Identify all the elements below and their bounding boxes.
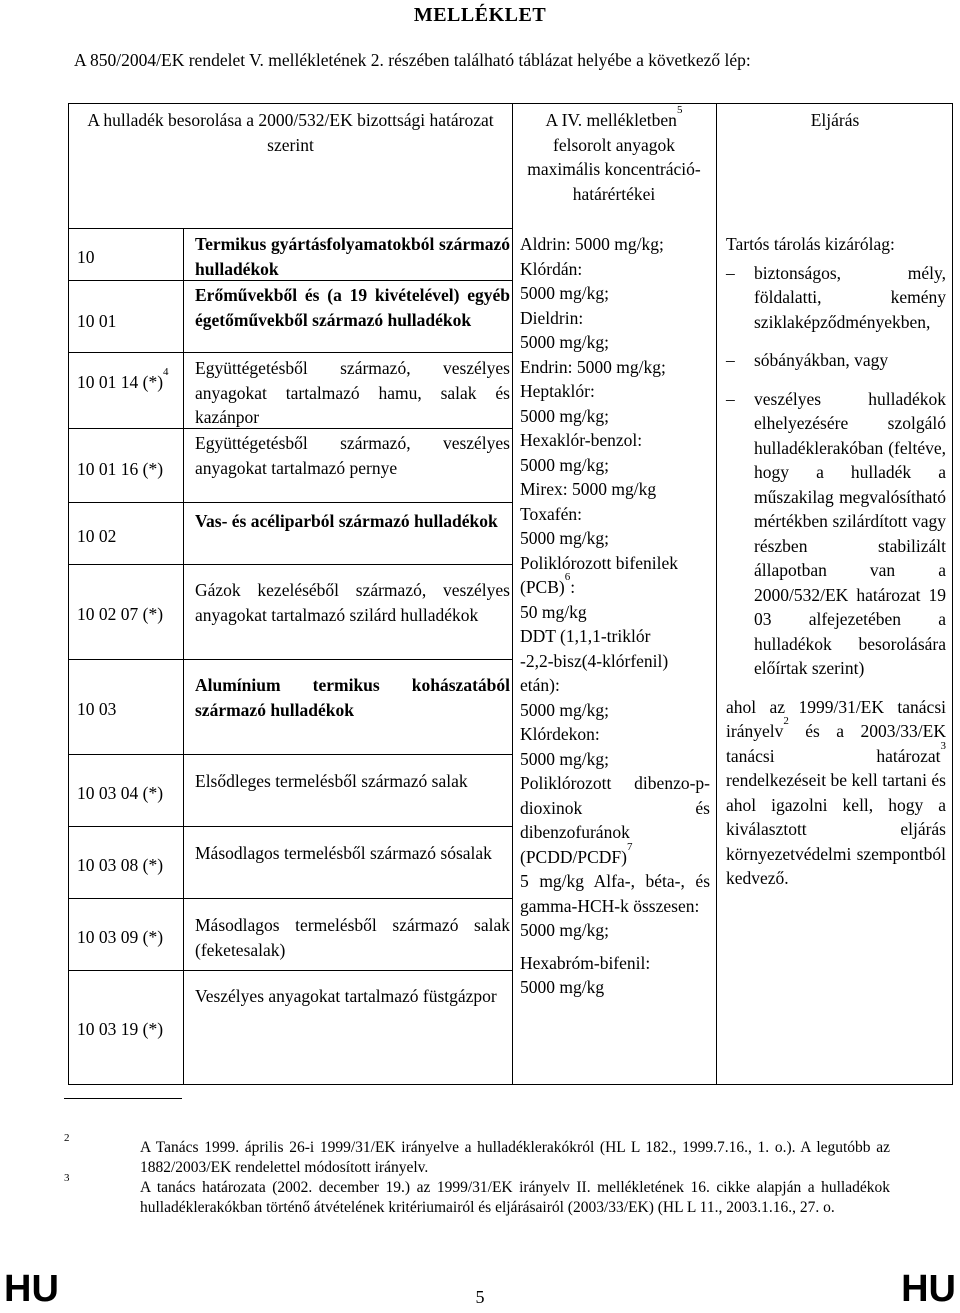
- waste-description: Gázok kezeléséből származó, veszélyes anyagokat tartalmazó szilárd hulladékok: [195, 580, 510, 625]
- row-rule: [69, 352, 512, 353]
- footnote-text: A Tanács 1999. április 26-i 1999/31/EK irányelve a hulladéklerakókról (HL L 182., 1999.7.16., 1. o.). A legutóbb az 1882/2003/EK rendelettel módosított irányelv.: [140, 1139, 890, 1176]
- footnote-separator: [64, 1098, 182, 1099]
- footnote-number: 2: [64, 1132, 70, 1144]
- footer-language-code: HU: [901, 1268, 956, 1310]
- waste-code: 10 01: [77, 311, 117, 331]
- column-divider: [716, 104, 717, 1084]
- footer-language-code: HU: [4, 1268, 59, 1310]
- row-rule: [69, 564, 512, 565]
- row-rule: [69, 502, 512, 503]
- header-procedure: Eljárás: [810, 110, 860, 130]
- waste-description: Együttégetésből származó, veszélyes anyagokat tartalmazó pernye: [195, 433, 510, 478]
- column-divider: [512, 104, 513, 1084]
- row-rule: [69, 898, 512, 899]
- waste-description: Termikus gyártásfolyamatokból származó hulladékok: [195, 234, 510, 279]
- procedure-item: – sóbányákban, vagy: [726, 348, 946, 373]
- waste-description: Másodlagos termelésből származó sósalak: [195, 843, 492, 863]
- concentration-limits: Aldrin: 5000 mg/kg; Klórdán: 5000 mg/kg; Dieldrin: 5000 mg/kg; Endrin: 5000 mg/kg; Heptaklór: 5000 mg/kg; Hexaklór-benzol: 5000 mg/kg; Mirex: 5000 mg/kg Toxafén: 5000 mg/kg; Poliklórozott bifenilek (PCB)$^6$: 50 mg/kg DDT (1,1,1-triklór -2,2-bisz(4-klórfenil) etán): 5000 mg/kg; Klórdekon: 5000 mg/kg; Poliklórozott dibenzo-p-dioxinok és dibenzofuránok (PCDD/PCDF)$^7$ 5 mg/kg Alfa-, béta-, és gamma-HCH-k összesen: 5000 mg/kg; Hexabróm-bifenil: 5000 mg/kg: [520, 234, 710, 997]
- waste-code: 10 03 19 (*): [77, 1019, 164, 1039]
- waste-code: 10 01 16 (*): [77, 459, 164, 479]
- row-rule: [69, 826, 512, 827]
- row-rule: [69, 754, 512, 755]
- procedure-text: Tartós tárolás kizárólag: – biztonságos, mély, földalatti, kemény sziklaképződményekben, – sóbányákban, vagy – veszélyes hulladékok elhelyezésére szolgáló hulladéklerakóban (feltéve, hogy a hulladék a műszakilag megvalósítható mértékben szilárdított vagy részben stabilizált állapotban van a 2000/532/EK határozat 19 03 alfejezetében a hulladékok besorolására előírtak szerint) ahol az 1999/31/EK tanácsi irányelv$^2$ és a 2003/33/EK tanácsi határozat$^3$ rendelkezéseit be kell tartani és ahol igazolni kell, hogy a kiválasztott eljárás környezetvédelmi szempontból kedvező.: [726, 232, 946, 891]
- waste-description: Együttégetésből származó, veszélyes anyagokat tartalmazó hamu, salak és kazánpor: [195, 358, 510, 427]
- footnote-number: 3: [64, 1172, 70, 1184]
- waste-description: Vas- és acéliparból származó hulladékok: [195, 511, 498, 531]
- header-rule: [69, 228, 512, 229]
- waste-code: 10 03 08 (*): [77, 855, 164, 875]
- row-rule: [69, 659, 512, 660]
- column-divider: [183, 228, 184, 1084]
- waste-code: 10: [77, 247, 95, 267]
- waste-table: [68, 103, 953, 1085]
- intro-paragraph: A 850/2004/EK rendelet V. mellékletének 2. részében található táblázat helyébe a következő lép:: [74, 50, 751, 70]
- waste-description: Erőművekből és (a 19 kivételével) egyéb égetőművekből származó hulladékok: [195, 285, 510, 330]
- footnote-text: A tanács határozata (2002. december 19.) az 1999/31/EK irányelv II. mellékletének 16. cikke alapján a hulladékok hulladéklerakókban történő átvételének kritériumairól és eljárásairól (2003/33/EK) (HL L 11., 2003.1.16., 27. o.: [140, 1179, 890, 1216]
- waste-code: 10 02 07 (*): [77, 604, 164, 624]
- waste-code: 10 01 14 $(*)^4$: [77, 366, 169, 392]
- page-title: MELLÉKLET: [413, 4, 547, 26]
- header-classification: A hulladék besorolása a 2000/532/EK bizottsági határozat szerint: [87, 110, 494, 155]
- waste-description: Elsődleges termelésből származó salak: [195, 771, 468, 791]
- procedure-item: – biztonságos, mély, földalatti, kemény sziklaképződményekben,: [726, 261, 946, 335]
- waste-description: Alumínium termikus kohászatából származó hulladékok: [195, 675, 510, 720]
- waste-code: 10 03: [77, 699, 117, 719]
- procedure-item: – veszélyes hulladékok elhelyezésére szolgáló hulladéklerakóban (feltéve, hogy a hulladék a műszakilag megvalósítható mértékben szilárdított vagy részben stabilizált állapotban van a 2000/532/EK határozat 19 03 alfejezetében a hulladékok besorolására előírtak szerint): [726, 387, 946, 681]
- procedure-note: ahol az 1999/31/EK tanácsi irányelv$^2$ és a 2003/33/EK tanácsi határozat$^3$ rendelkezéseit be kell tartani és ahol igazolni kell, hogy a kiválasztott eljárás környezetvédelmi szempontból kedvező.: [726, 696, 946, 888]
- header-concentration: A IV. mellékletben$^5$ felsorolt anyagok maximális koncentráció-határértékei: [527, 104, 701, 204]
- waste-description: Veszélyes anyagokat tartalmazó füstgázpor: [195, 986, 497, 1006]
- waste-code: 10 03 09 (*): [77, 927, 164, 947]
- row-rule: [69, 970, 512, 971]
- waste-code: 10 03 04 (*): [77, 783, 164, 803]
- waste-description: Másodlagos termelésből származó salak (feketesalak): [195, 915, 510, 960]
- waste-code: 10 02: [77, 526, 117, 546]
- page-number: 5: [475, 1287, 485, 1307]
